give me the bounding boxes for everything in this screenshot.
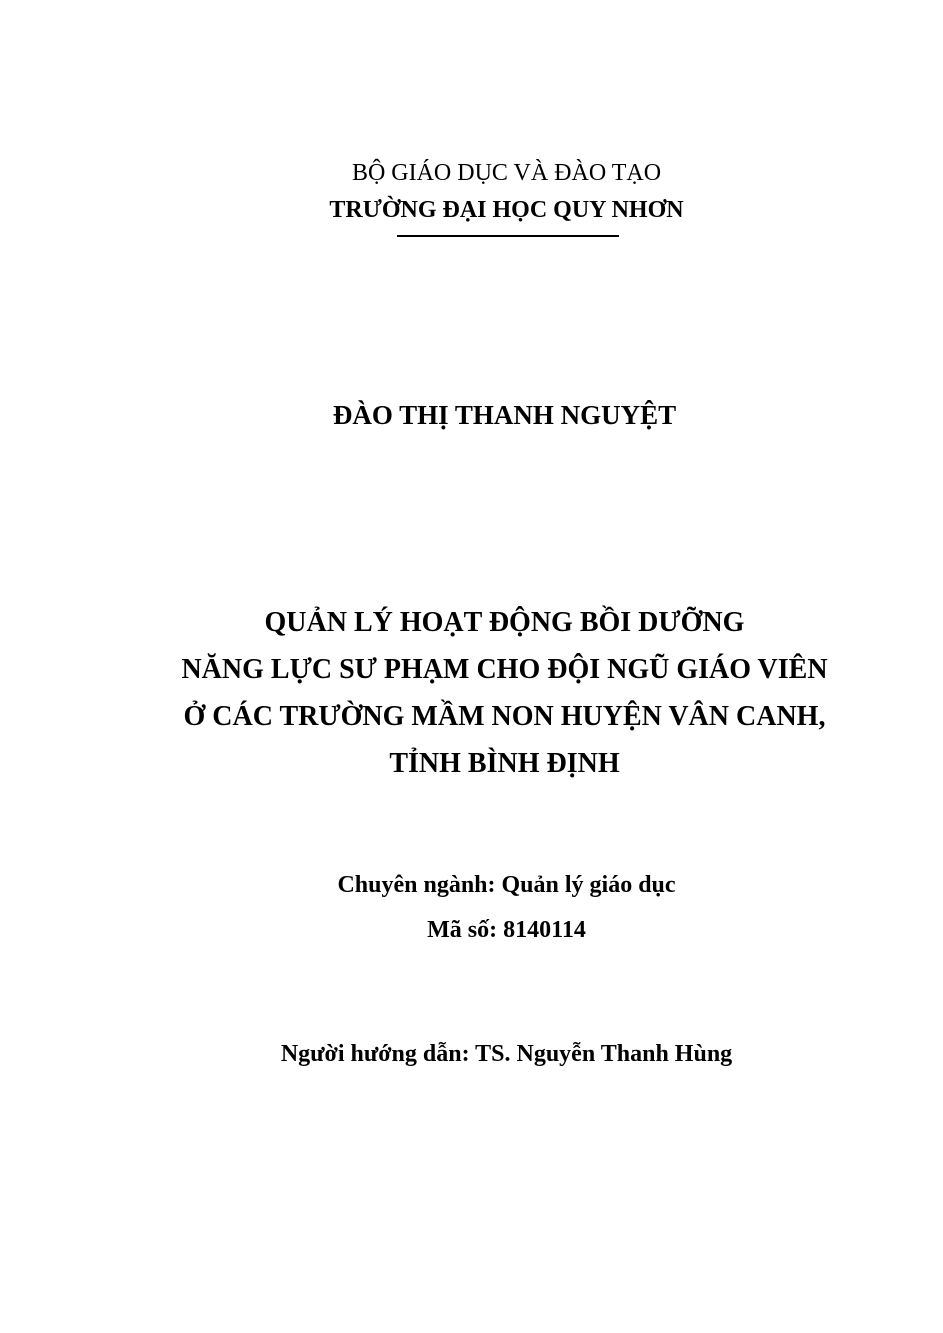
thesis-title-line-1: QUẢN LÝ HOẠT ĐỘNG BỒI DƯỠNG — [264, 607, 745, 638]
header-divider — [397, 235, 619, 237]
university-name: TRƯỜNG ĐẠI HỌC QUY NHƠN — [329, 197, 684, 223]
advisor-name: Người hướng dẫn: TS. Nguyễn Thanh Hùng — [280, 1041, 733, 1067]
ministry-name: BỘ GIÁO DỤC VÀ ĐÀO TẠO — [351, 160, 662, 186]
thesis-title-line-2: NĂNG LỰC SƯ PHẠM CHO ĐỘI NGŨ GIÁO VIÊN — [181, 654, 828, 685]
major-field: Chuyên ngành: Quản lý giáo dục — [337, 872, 676, 898]
major-code: Mã số: 8140114 — [427, 917, 586, 943]
thesis-title-line-4: TỈNH BÌNH ĐỊNH — [389, 748, 620, 779]
author-name: ĐÀO THỊ THANH NGUYỆT — [332, 400, 677, 430]
thesis-title-line-3: Ở CÁC TRƯỜNG MẦM NON HUYỆN VÂN CANH, — [183, 701, 826, 732]
